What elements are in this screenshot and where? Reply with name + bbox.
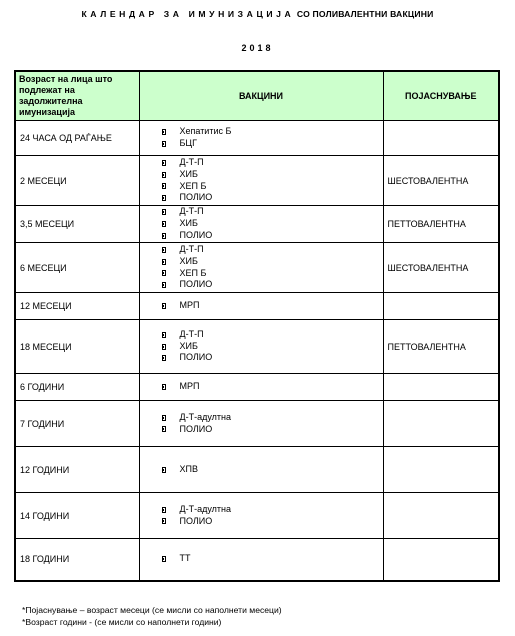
vaccine-item <box>162 341 383 353</box>
bullet-icon <box>162 160 166 166</box>
explanation-cell <box>383 293 499 320</box>
footnote: *Возраст години - (се мисли со наполнети години) <box>22 617 222 627</box>
vaccines-cell <box>139 206 383 243</box>
vaccine-name: ХЕП Б <box>179 267 207 278</box>
table-row <box>15 206 499 243</box>
explanation-cell: ШЕСТОВАЛЕНТНА <box>383 156 499 206</box>
vaccine-item <box>162 230 383 242</box>
bullet-icon <box>162 467 166 473</box>
vaccine-name: ХИБ <box>179 255 198 266</box>
vaccines-cell <box>139 539 383 581</box>
bullet-icon <box>162 270 166 276</box>
vaccine-name: ХИБ <box>179 168 198 179</box>
vaccine-item <box>162 192 383 204</box>
bullet-icon <box>162 415 166 421</box>
bullet-icon <box>162 332 166 338</box>
vaccine-item <box>162 516 383 528</box>
vaccine-name: ХИБ <box>179 340 198 351</box>
bullet-icon <box>162 282 166 288</box>
vaccine-name: ХЕП Б <box>179 180 207 191</box>
vaccine-item <box>162 206 383 218</box>
vaccine-item <box>162 424 383 436</box>
immunization-table <box>14 70 500 582</box>
explanation-cell: ШЕСТОВАЛЕНТНА <box>383 243 499 293</box>
vaccine-name: БЦГ <box>179 138 197 148</box>
vaccine-item <box>162 329 383 341</box>
title-spaced: КАЛЕНДАР ЗА ИМУНИЗАЦИЈА <box>81 9 295 19</box>
vaccine-name: ПОЛИО <box>179 352 213 363</box>
bullet-icon <box>162 259 166 265</box>
vaccine-item <box>162 464 383 476</box>
age-cell: 7 ГОДИНИ <box>15 401 139 447</box>
vaccine-item <box>162 157 383 169</box>
vaccine-item <box>162 126 383 138</box>
bullet-icon <box>162 129 166 135</box>
age-cell: 6 МЕСЕЦИ <box>15 243 139 293</box>
vaccine-name: МРП <box>179 300 200 311</box>
vaccine-item <box>162 300 383 312</box>
footnote: *Појаснување – возраст месеци (се мисли со наполнети месеци) <box>22 605 282 615</box>
vaccine-name: ХПВ <box>179 463 198 474</box>
vaccines-cell <box>139 447 383 493</box>
vaccine-item <box>162 169 383 181</box>
vaccine-name: Д-Т-П <box>179 157 204 168</box>
age-cell: 12 МЕСЕЦИ <box>15 293 139 320</box>
table-row <box>15 374 499 401</box>
vaccine-name: Д-Т-адултна <box>179 411 231 422</box>
table-row <box>15 293 499 320</box>
vaccines-cell <box>139 156 383 206</box>
bullet-icon <box>162 518 166 524</box>
vaccine-name: ПОЛИО <box>179 279 213 290</box>
vaccine-item <box>162 244 383 256</box>
bullet-icon <box>162 384 166 390</box>
bullet-icon <box>162 195 166 201</box>
vaccine-item <box>162 381 383 393</box>
table-body <box>15 121 499 581</box>
header-age: Возраст на лица што подлежат на задолжителна имунизација <box>15 71 139 121</box>
vaccine-name: ПОЛИО <box>179 192 213 203</box>
table-row <box>15 121 499 156</box>
document-title <box>0 9 515 19</box>
bullet-icon <box>162 141 166 147</box>
age-cell: 3,5 МЕСЕЦИ <box>15 206 139 243</box>
age-cell: 24 ЧАСА ОД РАЃАЊЕ <box>15 121 139 156</box>
footnotes <box>22 604 282 628</box>
bullet-icon <box>162 426 166 432</box>
age-cell: 2 МЕСЕЦИ <box>15 156 139 206</box>
vaccine-item <box>162 181 383 193</box>
vaccine-name: Д-Т-адултна <box>179 503 231 514</box>
vaccine-item <box>162 504 383 516</box>
vaccine-item <box>162 352 383 364</box>
vaccines-cell <box>139 243 383 293</box>
vaccines-cell <box>139 374 383 401</box>
explanation-cell: ПЕТТОВАЛЕНТНА <box>383 206 499 243</box>
bullet-icon <box>162 233 166 239</box>
vaccine-name: Хепатитис Б <box>179 126 232 137</box>
vaccine-name: Д-Т-П <box>179 206 204 217</box>
bullet-icon <box>162 221 166 227</box>
explanation-cell <box>383 374 499 401</box>
table-row <box>15 156 499 206</box>
vaccine-name: ПОЛИО <box>179 515 213 526</box>
bullet-icon <box>162 303 166 309</box>
vaccine-name: ТТ <box>179 553 191 564</box>
table-row <box>15 539 499 581</box>
table-row <box>15 401 499 447</box>
vaccine-name: ХИБ <box>179 218 198 229</box>
age-cell: 14 ГОДИНИ <box>15 493 139 539</box>
vaccine-item <box>162 138 383 150</box>
header-explanation: ПОЈАСНУВАЊЕ <box>383 71 499 121</box>
vaccine-name: ПОЛИО <box>179 423 213 434</box>
age-cell: 6 ГОДИНИ <box>15 374 139 401</box>
vaccine-item <box>162 412 383 424</box>
explanation-cell <box>383 539 499 581</box>
table-row <box>15 243 499 293</box>
table-row <box>15 493 499 539</box>
bullet-icon <box>162 355 166 361</box>
table-row <box>15 447 499 493</box>
bullet-icon <box>162 172 166 178</box>
vaccine-item <box>162 218 383 230</box>
vaccines-cell <box>139 493 383 539</box>
vaccine-name: Д-Т-П <box>179 328 204 339</box>
explanation-cell <box>383 401 499 447</box>
vaccine-name: ПОЛИО <box>179 229 213 240</box>
vaccine-name: Д-Т-П <box>179 244 204 255</box>
title-rest: СО ПОЛИВАЛЕНТНИ ВАКЦИНИ <box>296 9 434 19</box>
age-cell: 18 МЕСЕЦИ <box>15 320 139 374</box>
vaccine-item <box>162 268 383 280</box>
vaccines-cell <box>139 293 383 320</box>
vaccines-cell <box>139 401 383 447</box>
explanation-cell: ПЕТТОВАЛЕНТНА <box>383 320 499 374</box>
age-cell: 18 ГОДИНИ <box>15 539 139 581</box>
table-row <box>15 320 499 374</box>
vaccine-name: МРП <box>179 381 200 392</box>
bullet-icon <box>162 556 166 562</box>
explanation-cell <box>383 493 499 539</box>
explanation-cell <box>383 447 499 493</box>
header-vaccines: ВАКЦИНИ <box>139 71 383 121</box>
bullet-icon <box>162 247 166 253</box>
vaccine-item <box>162 256 383 268</box>
vaccine-item <box>162 553 383 565</box>
vaccines-cell <box>139 320 383 374</box>
age-cell: 12 ГОДИНИ <box>15 447 139 493</box>
bullet-icon <box>162 344 166 350</box>
vaccines-cell <box>139 121 383 156</box>
bullet-icon <box>162 183 166 189</box>
table-header-row <box>15 71 499 121</box>
bullet-icon <box>162 507 166 513</box>
explanation-cell <box>383 121 499 156</box>
document-year: 2018 <box>241 43 274 53</box>
vaccine-item <box>162 279 383 291</box>
bullet-icon <box>162 209 166 215</box>
